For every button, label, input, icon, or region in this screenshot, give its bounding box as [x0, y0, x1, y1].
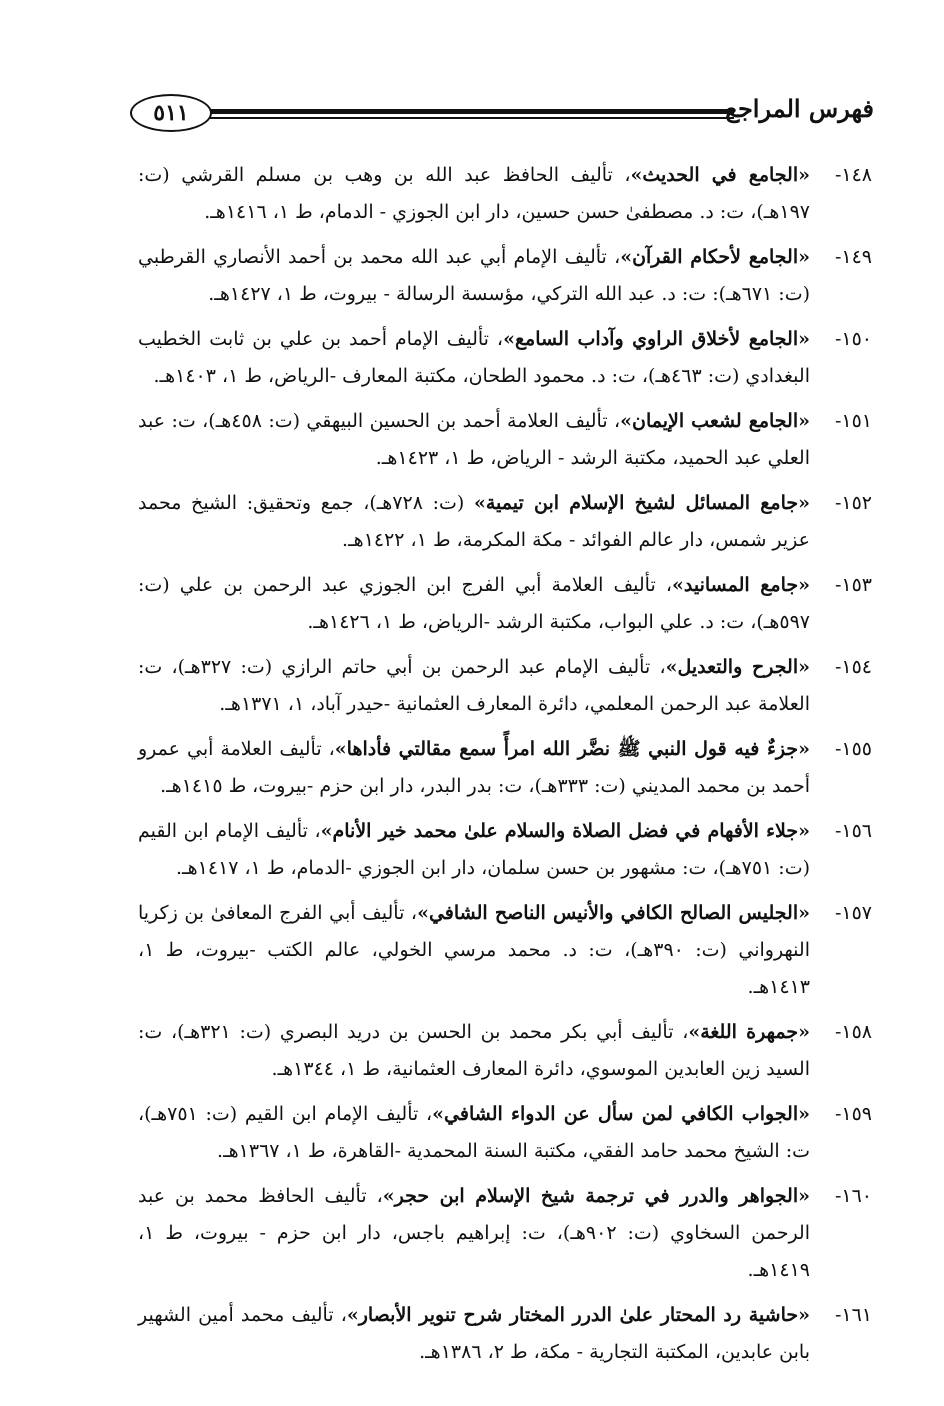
entry-number: ١٦٠-: [834, 1185, 872, 1207]
entry-number: ١٥٠-: [834, 328, 872, 350]
entry-text: ، تأليف الإمام ابن القيم (ت: ٧٥١هـ)، ت: مشهور بن حسن سلمان، دار ابن الجوزي -الدمام، ط ١، ١٤١٧هـ.: [138, 820, 810, 879]
entry-number: ١٤٨-: [834, 164, 872, 186]
reference-entry: [138, 403, 872, 477]
entry-title: «الجامع لأحكام القرآن»: [620, 246, 810, 268]
entry-text: ، تأليف العلامة أحمد بن الحسين البيهقي (ت: ٤٥٨هـ)، ت: عبد العلي عبد الحميد، مكتبة الرشد - الرياض، ط ١، ١٤٢٣هـ.: [138, 410, 810, 469]
reference-entry: [138, 1014, 872, 1088]
entry-title: «جزءٌ فيه قول النبي ﷺ نضَّر الله امرأً سمع مقالتي فأداها»: [334, 738, 810, 760]
entry-title: «الجامع في الحديث»: [630, 164, 810, 186]
reference-entry: [138, 649, 872, 723]
entry-text: ، تأليف الإمام أبي عبد الله محمد بن أحمد الأنصاري القرطبي (ت: ٦٧١هـ): ت: د. عبد الله التركي، مؤسسة الرسالة - بيروت، ط ١، ١٤٢٧هـ.: [138, 246, 810, 305]
reference-entry: [138, 1096, 872, 1170]
entry-number: ١٥٣-: [834, 574, 872, 596]
reference-entry: [138, 239, 872, 313]
entry-text: ، تأليف أبي بكر محمد بن الحسن بن دريد البصري (ت: ٣٢١هـ)، ت: السيد زين العابدين الموسوي، دائرة المعارف العثمانية، ط ١، ١٣٤٤هـ.: [138, 1021, 810, 1080]
entry-title: «جمهرة اللغة»: [688, 1021, 810, 1043]
header-rule-thin: [210, 117, 734, 119]
entry-number: ١٦١-: [834, 1304, 872, 1326]
entry-number: ١٥١-: [834, 410, 872, 432]
reference-entry: [138, 895, 872, 1006]
reference-entry: [138, 731, 872, 805]
entry-title: «الجامع لأخلاق الراوي وآداب السامع»: [503, 328, 811, 350]
entry-number: ١٥٢-: [834, 492, 872, 514]
entry-text: ، تأليف الإمام أحمد بن علي بن ثابت الخطيب البغدادي (ت: ٤٦٣هـ)، ت: د. محمود الطحان، مكتبة المعارف -الرياض، ط ١، ١٤٠٣هـ.: [138, 328, 810, 387]
entry-title: «الجامع لشعب الإيمان»: [620, 410, 810, 432]
page-number: ٥١١: [130, 94, 212, 132]
entry-text: (ت: ٧٢٨هـ)، جمع وتحقيق: الشيخ محمد عزير شمس، دار عالم الفوائد - مكة المكرمة، ط ١، ١٤٢٢هـ.: [138, 492, 810, 551]
entry-title: «جلاء الأفهام في فضل الصلاة والسلام علىٰ محمد خير الأنام»: [320, 820, 810, 842]
header-title: فهرس المراجع: [725, 94, 874, 123]
entry-number: ١٥٦-: [834, 820, 872, 842]
entry-title: «الجواهر والدرر في ترجمة شيخ الإسلام ابن حجر»: [382, 1185, 811, 1207]
entry-title: «حاشية رد المحتار علىٰ الدرر المختار شرح تنوير الأبصار»: [346, 1304, 810, 1326]
entry-text: ، تأليف الإمام عبد الرحمن بن أبي حاتم الرازي (ت: ٣٢٧هـ)، ت: العلامة عبد الرحمن المعلمي، دائرة المعارف العثمانية -حيدر آباد، ١، ١٣٧١هـ.: [138, 656, 810, 715]
entry-number: ١٥٥-: [834, 738, 872, 760]
reference-entry: [138, 813, 872, 887]
reference-entry: [138, 157, 872, 231]
reference-entry: [138, 321, 872, 395]
reference-entry: [138, 567, 872, 641]
entry-text: ، تأليف العلامة أبي عمرو أحمد بن محمد المديني (ت: ٣٣٣هـ)، ت: بدر البدر، دار ابن حزم -بيروت، ط ١٤١٥هـ.: [138, 738, 810, 797]
entry-title: «جامع المسائل لشيخ الإسلام ابن تيمية»: [473, 492, 810, 514]
entry-text: ، تأليف الحافظ محمد بن عبد الرحمن السخاوي (ت: ٩٠٢هـ)، ت: إبراهيم باجس، دار ابن حزم - بيروت، ط ١، ١٤١٩هـ.: [138, 1185, 810, 1281]
entry-number: ١٥٤-: [834, 656, 872, 678]
entry-title: «الجرح والتعديل»: [665, 656, 810, 678]
entry-title: «جامع المسانيد»: [671, 574, 810, 596]
reference-entry: [138, 1297, 872, 1371]
entry-number: ١٥٧-: [834, 902, 872, 924]
entry-title: «الجليس الصالح الكافي والأنيس الناصح الشافي»: [417, 902, 810, 924]
entry-title: «الجواب الكافي لمن سأل عن الدواء الشافي»: [432, 1103, 810, 1125]
header-rule: [210, 109, 734, 114]
entry-number: ١٥٩-: [834, 1103, 872, 1125]
entry-text: ، تأليف محمد أمين الشهير بابن عابدين، المكتبة التجارية - مكة، ط ٢، ١٣٨٦هـ.: [138, 1304, 810, 1363]
running-header: [130, 90, 874, 138]
entry-text: ، تأليف الإمام ابن القيم (ت: ٧٥١هـ)، ت: الشيخ محمد حامد الفقي، مكتبة السنة المحمدية -القاهرة، ط ١، ١٣٦٧هـ.: [138, 1103, 810, 1162]
reference-list: [138, 157, 872, 1379]
entry-text: ، تأليف العلامة أبي الفرج ابن الجوزي عبد الرحمن بن علي (ت: ٥٩٧هـ)، ت: د. علي البواب، مكتبة الرشد -الرياض، ط ١، ١٤٢٦هـ.: [138, 574, 810, 633]
entry-number: ١٤٩-: [834, 246, 872, 268]
entry-text: ، تأليف الحافظ عبد الله بن وهب بن مسلم القرشي (ت: ١٩٧هـ)، ت: د. مصطفىٰ حسن حسين، دار ابن الجوزي - الدمام، ط ١، ١٤١٦هـ.: [138, 164, 810, 223]
entry-number: ١٥٨-: [834, 1021, 872, 1043]
entry-text: ، تأليف أبي الفرج المعافىٰ بن زكريا النهرواني (ت: ٣٩٠هـ)، ت: د. محمد مرسي الخولي، عالم الكتب -بيروت، ط ١، ١٤١٣هـ.: [138, 902, 810, 998]
reference-entry: [138, 485, 872, 559]
reference-entry: [138, 1178, 872, 1289]
